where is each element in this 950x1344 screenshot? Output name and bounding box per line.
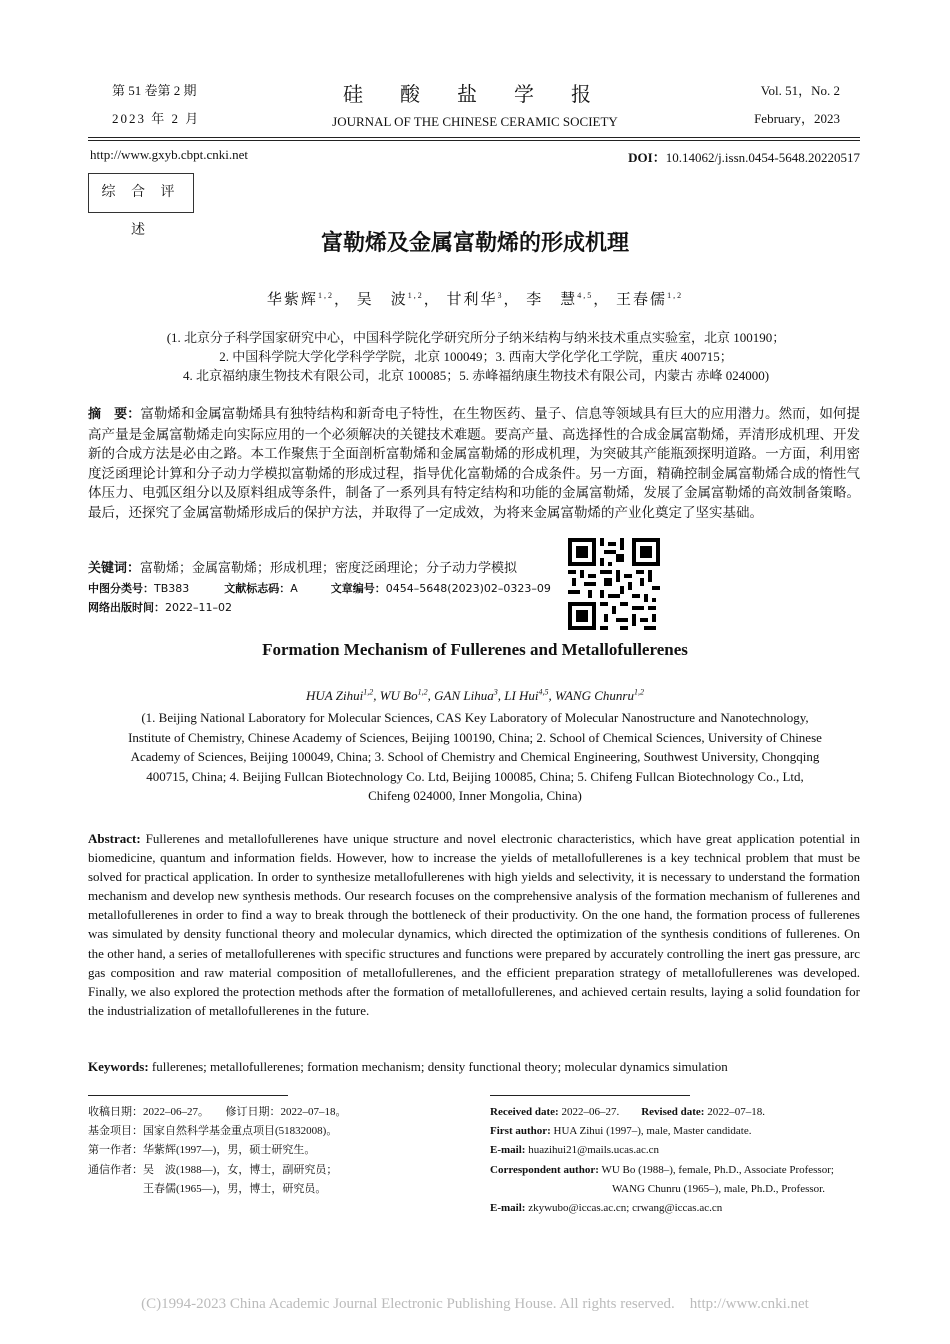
title-cn: 富勒烯及金属富勒烯的形成机理 [320,230,629,255]
affiliation-cn-line: (1. 北京分子科学国家研究中心，中国科学院化学研究所分子纳米结构与纳米技术重点实验室，北京 100190； [166,330,786,345]
affiliation-en-line: 400715, China; 4. Beijing Fullcan Biotechnology Co. Ltd, Beijing 100085, China; 5. Chifeng Fullcan Biotechnology Co., Ltd, [146,768,804,784]
section-label: 综 合 评 述 [88,173,194,213]
header-rule-bottom [88,140,860,141]
author-en: LI Hui$^{4,5}$, [504,688,556,704]
doi-label: DOI： [628,150,666,165]
keywords-cn-label: 关键词： [88,561,141,576]
affiliation-en-line: Institute of Chemistry, Chinese Academy of Sciences, Beijing 100190, China; 2. School of Chemical Sciences, University of Chinese [128,729,822,745]
footnote-en-correspondent-2: WANG Chunru (1965–), male, Ph.D., Professor. [612,1182,825,1195]
footnote-en-email2: E-mail: zkywubo@iccas.ac.cn; crwang@iccas.ac.cn [490,1202,723,1215]
footnote-en-email1: E-mail: huazihui21@mails.ucas.ac.cn [490,1144,659,1157]
classification-row: 中图分类号：TB383 文献标志码：A 文章编号：0454–5648(2023)02–0323–09 [88,582,551,595]
abstract-en [88,829,860,1020]
footnote-en-first-author: First author: HUA Zihui (1997–), male, Master candidate. [490,1125,752,1138]
header-rule-top [88,137,860,138]
journal-url[interactable]: http://www.gxyb.cbpt.cnki.net [90,147,249,162]
abstract-cn-text: 富勒烯和金属富勒烯具有独特结构和新奇电子特性，在生物医药、量子、信息等领域具有巨大的应用潜力。然而，如何提高产量是金属富勒烯走向实际应用的一个必须解决的关键技术难题。要高产量、高选择性的合成金属富勒烯，弄清形成机理、开发新的合成方法是必由之路。本工作聚焦于全面剖析富勒烯和金属富勒烯的形成机理，为突破其产能瓶颈探明道路。一方面，利用密度泛函理论计算和分子动力学模拟富勒烯的形成过程，指导优化富勒烯的合成条件。另一方面，精确控制金属富勒烯合成的惰性气体压力、电弧区组分以及原料组成等条件，制备了一系列具有特定结构和功能的金属富勒烯，发展了金属富勒烯的高效制备策略。最后，还探究了金属富勒烯形成后的保护方法，并取得了一定成效，为将来金属富勒烯的产业化奠定了坚实基础。 [88,406,860,520]
footnote-rule-right [490,1095,690,1096]
affiliation-cn-line: 2. 中国科学院大学化学科学学院，北京 100049；3. 西南大学化学化工学院，重庆 400715； [219,349,733,364]
author-en: WANG Chunru$^{1,2}$ [555,688,644,704]
footnote-en-dates: Received date: 2022–06–27. Revised date: 2022–07–18. [490,1106,765,1118]
affiliations-en [80,708,870,806]
footnotes-cn [88,1103,347,1199]
qr-code[interactable] [568,538,660,630]
authors-cn [0,288,950,309]
title-en: Formation Mechanism of Fullerenes and Metallofullerenes [262,640,688,659]
author-en: HUA Zihui$^{1,2}$, [306,688,380,704]
author-en: WU Bo$^{1,2}$, [379,688,435,704]
keywords-en [88,1059,728,1075]
author-cn: 甘利华$^3$， [446,291,521,308]
footnote-en-correspondent: Correspondent author: WU Bo (1988–), female, Ph.D., Associate Professor; [490,1163,834,1176]
volume-issue-cn: 第 51 卷第 2 期 [112,83,197,98]
journal-title-en: JOURNAL OF THE CHINESE CERAMIC SOCIETY [332,114,618,129]
doi-value[interactable]: 10.14062/j.issn.0454-5648.20220517 [665,150,860,165]
date-cn: 2023 年 2 月 [112,111,201,126]
affiliation-cn-line: 4. 北京福纳康生物技术有限公司，北京 100085；5. 赤峰福纳康生物技术有限公司，内蒙古 赤峰 024000) [182,368,770,383]
author-cn: 王春儒$^{1,2}$ [616,291,684,308]
footnote-cn-line: 第一作者：华紫辉(1997—)，男，硕士研究生。 [88,1144,316,1157]
volume-issue-en: Vol. 51，No. 2 [760,83,840,98]
online-publish-time: 网络出版时间：2022–11–02 [88,601,232,614]
abstract-en-text: Fullerenes and metallofullerenes have unique structure and novel electronic characteristics, which have great application potential in biomedicine, quantum and information fields. However, how to increase the yields of metallofullerenes is a key technical problem that must be solved for practical application. In order to synthesize metallofullerenes with high yields and selectivity, it is necessary to understand the formation mechanism and develop new synthesis methods. Our research focuses on the comprehensive analysis of the formation mechanism of fullerenes and metallofullerenes in order to find a way to break through the bottleneck of their productivity. On the one hand, the formation process of fullerenes was simulated by density functional theory and molecular dynamics, which directed the optimization of the synthesis conditions of fullerenes. On the other hand, a series of metallofullerenes with specific structures and functions were prepared by accurately controlling the inert gas pressure, arc gas composition and raw material composition of metallofullerenes, and the efficient preparation strategy of metallofullerenes was developed. Finally, we also explored the protection methods after the formation of metallofullerenes, and achieved certain results, laying a solid foundation for the industrialization of metallofullerenes in the future. [88,831,860,1018]
doi [628,147,860,166]
authors-en [0,688,950,704]
footnote-rule-left [88,1095,288,1096]
footnote-cn-line: 收稿日期：2022–06–27。 修订日期：2022–07–18。 [88,1106,347,1118]
footnote-cn-line: 通信作者：吴 波(1988—)，女，博士，副研究员； [88,1163,338,1176]
keywords-cn-text: 富勒烯；金属富勒烯；形成机理；密度泛函理论；分子动力学模拟 [140,560,518,575]
footnote-cn-line: 王春儒(1965—)，男，博士，研究员。 [88,1182,327,1195]
abstract-cn-label: 摘 要： [88,407,141,422]
author-cn: 华紫辉$^{1,2}$， [266,291,351,308]
abstract-en-label: Abstract: [88,831,141,846]
author-cn: 李 慧$^{4,5}$， [526,291,611,308]
keywords-cn [88,557,517,576]
date-en: February，2023 [754,111,840,126]
abstract-cn [88,404,860,522]
author-en: GAN Lihua$^3$, [434,688,505,704]
affiliation-en-line: (1. Beijing National Laboratory for Molecular Sciences, CAS Key Laboratory of Molecular Nanostructure and Nanotechnology, [141,710,809,725]
affiliation-en-line: Academy of Sciences, Beijing 100049, China; 3. School of Chemistry and Chemical Engineering, Southwest University, Chongqing [130,749,820,765]
copyright-watermark: (C)1994-2023 China Academic Journal Electronic Publishing House. All rights reserved. http://www.cnki.net [141,1296,809,1312]
keywords-en-text: fullerenes; metallofullerenes; formation mechanism; density functional theory; molecular dynamics simulation [148,1059,728,1074]
journal-title-cn: 硅 酸 盐 学 报 [343,84,607,106]
affiliation-en-line: Chifeng 024000, Inner Mongolia, China) [368,788,582,804]
author-cn: 吴 波$^{1,2}$， [356,291,441,308]
footnote-cn-line: 基金项目：国家自然科学基金重点项目(51832008)。 [88,1125,338,1138]
keywords-en-label: Keywords: [88,1059,149,1074]
footnotes-en [490,1103,834,1218]
